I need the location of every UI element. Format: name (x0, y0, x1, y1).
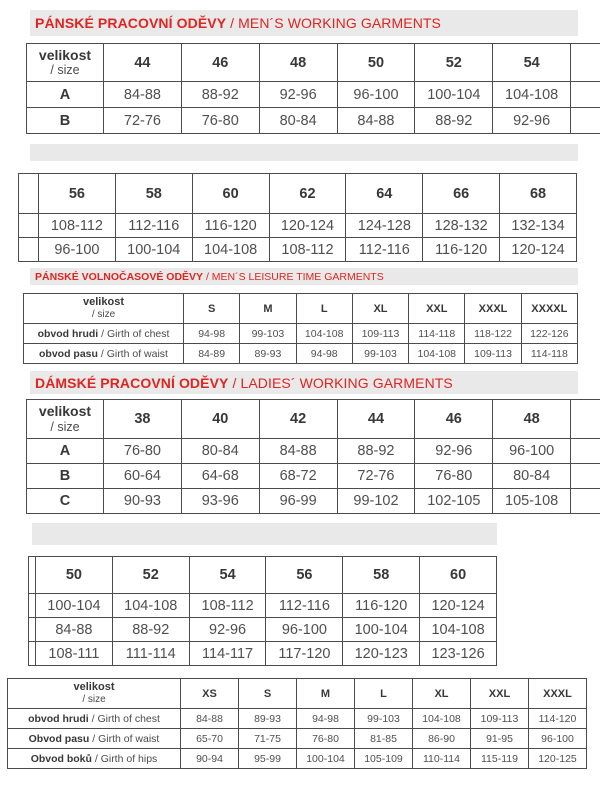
header-label-czech: velikost (38, 46, 92, 63)
header-row (8, 679, 587, 709)
size-column-header: S (239, 679, 297, 709)
table-row (27, 464, 600, 489)
size-range-cell: 76-80 (181, 108, 259, 134)
size-column-header: XL (413, 679, 471, 709)
size-column-header: 46 (181, 44, 259, 82)
size-range-cell: 100-104 (415, 82, 493, 108)
table-row (24, 344, 578, 364)
size-range-cell: 92-96 (415, 439, 493, 464)
size-range-cell: 109-113 (471, 709, 529, 729)
size-column-header: 50 (36, 557, 113, 594)
size-range-cell: 120-125 (529, 749, 587, 769)
size-column-header (571, 400, 600, 439)
size-range-cell: 114-118 (521, 344, 577, 364)
size-range-cell: 117-120 (266, 642, 343, 666)
size-range-cell: 72-76 (337, 464, 415, 489)
heading-separator: / (226, 15, 239, 31)
size-column-header: XS (181, 679, 239, 709)
row-label (29, 618, 36, 642)
size-column-header: 54 (493, 44, 571, 82)
size-range-cell: 128-132 (423, 214, 500, 238)
size-column-header: 56 (39, 174, 116, 214)
size-range-cell: 116-120 (423, 238, 500, 262)
header-row (24, 294, 578, 324)
size-range-cell: 100-104 (115, 238, 192, 262)
row-label-czech: obvod hrudi (28, 712, 89, 725)
table-row (27, 439, 600, 464)
size-range-cell: 80-84 (493, 464, 571, 489)
row-label-english: / Girth of chest (98, 327, 170, 340)
section-heading-mens-working (30, 10, 578, 36)
size-range-cell: 96-100 (39, 238, 116, 262)
size-range-cell: 95-99 (239, 749, 297, 769)
row-label (29, 642, 36, 666)
row-label: B (27, 464, 104, 489)
size-range-cell: 88-92 (337, 439, 415, 464)
size-column-header: 44 (337, 400, 415, 439)
size-range-cell (571, 82, 600, 108)
size-range-cell: 108-112 (39, 214, 116, 238)
size-range-cell: 116-120 (343, 594, 420, 618)
size-column-header: 64 (346, 174, 423, 214)
size-column-header: M (240, 294, 296, 324)
header-label-czech: velikost (73, 680, 115, 693)
header-row (27, 400, 600, 439)
heading-english-text: LADIES´ WORKING GARMENTS (240, 374, 453, 391)
size-range-cell: 94-98 (184, 324, 240, 344)
size-range-cell: 92-96 (493, 108, 571, 134)
size-range-cell: 104-108 (493, 82, 571, 108)
row-label (29, 594, 36, 618)
table-row (8, 709, 587, 729)
size-column-header (571, 44, 600, 82)
row-label: B (27, 108, 104, 134)
size-range-cell: 120-124 (269, 214, 346, 238)
size-range-cell: 81-85 (355, 729, 413, 749)
size-range-cell: 104-108 (192, 238, 269, 262)
size-range-cell: 99-103 (352, 344, 408, 364)
size-range-cell: 105-108 (493, 489, 571, 514)
size-range-cell: 96-100 (493, 439, 571, 464)
size-range-cell: 86-90 (413, 729, 471, 749)
size-range-cell: 124-128 (346, 214, 423, 238)
size-range-cell: 72-76 (104, 108, 182, 134)
size-label-header (27, 44, 104, 82)
size-range-cell: 80-84 (259, 108, 337, 134)
size-column-header: 52 (112, 557, 189, 594)
table-row (29, 618, 497, 642)
size-column-header: XXL (471, 679, 529, 709)
size-column-header: 56 (266, 557, 343, 594)
size-range-cell: 84-89 (184, 344, 240, 364)
size-column-header: 54 (189, 557, 266, 594)
header-label-english: / size (50, 63, 80, 78)
size-range-cell: 60-64 (104, 464, 182, 489)
size-range-cell (571, 489, 600, 514)
size-range-cell: 84-88 (181, 709, 239, 729)
size-range-cell: 89-93 (240, 344, 296, 364)
size-range-cell: 115-119 (471, 749, 529, 769)
size-label-header (27, 400, 104, 439)
size-range-cell: 122-126 (521, 324, 577, 344)
size-column-header: 38 (104, 400, 182, 439)
size-column-header: 40 (181, 400, 259, 439)
table-row (24, 324, 578, 344)
header-label-english: / size (50, 419, 80, 434)
row-label (8, 749, 181, 769)
header-label-english: / size (82, 694, 106, 706)
size-range-cell: 80-84 (181, 439, 259, 464)
size-label-header (19, 174, 39, 214)
size-column-header: 50 (337, 44, 415, 82)
size-range-cell: 120-124 (500, 238, 577, 262)
ladies-working-sizes-table-2 (28, 556, 497, 666)
size-range-cell: 84-88 (259, 439, 337, 464)
size-column-header: 58 (115, 174, 192, 214)
size-column-header: 48 (493, 400, 571, 439)
size-range-cell: 104-108 (420, 618, 497, 642)
size-range-cell: 99-103 (355, 709, 413, 729)
row-label-czech: Obvod boků (30, 752, 92, 765)
size-range-cell: 92-96 (259, 82, 337, 108)
row-label: A (27, 439, 104, 464)
size-range-cell: 108-112 (189, 594, 266, 618)
size-column-header: 68 (500, 174, 577, 214)
size-column-header: 52 (415, 44, 493, 82)
size-range-cell: 111-114 (112, 642, 189, 666)
ladies-leisure-sizes-table (7, 678, 587, 769)
mens-leisure-sizes-table (23, 293, 578, 364)
size-column-header: XXXL (465, 294, 521, 324)
heading-separator: / (228, 374, 241, 391)
size-column-header: S (184, 294, 240, 324)
mens-working-sizes-table-1 (26, 43, 600, 134)
table-row (27, 108, 600, 134)
size-range-cell: 94-98 (297, 709, 355, 729)
size-range-cell: 102-105 (415, 489, 493, 514)
size-range-cell (571, 439, 600, 464)
size-range-cell: 104-108 (112, 594, 189, 618)
header-label-czech: velikost (83, 295, 124, 308)
size-label-header (29, 557, 36, 594)
size-range-cell: 84-88 (36, 618, 113, 642)
size-range-cell: 71-75 (239, 729, 297, 749)
heading-english-text: MEN´S WORKING GARMENTS (238, 15, 441, 31)
size-range-cell: 104-108 (296, 324, 352, 344)
size-range-cell: 94-98 (296, 344, 352, 364)
size-range-cell: 123-126 (420, 642, 497, 666)
heading-separator: / (203, 270, 212, 283)
table-row (29, 594, 497, 618)
size-range-cell: 120-123 (343, 642, 420, 666)
size-range-cell: 93-96 (181, 489, 259, 514)
section-heading-mens-leisure (30, 268, 578, 285)
header-label-english: / size (91, 309, 116, 321)
size-range-cell: 89-93 (239, 709, 297, 729)
row-label (24, 344, 184, 364)
size-range-cell: 100-104 (297, 749, 355, 769)
spacer-band (32, 523, 497, 545)
table-row (19, 214, 577, 238)
size-range-cell: 104-108 (409, 344, 465, 364)
row-label-english: / Girth of waist (97, 347, 168, 360)
size-range-cell: 114-118 (409, 324, 465, 344)
size-column-header: 62 (269, 174, 346, 214)
size-column-header: 44 (104, 44, 182, 82)
row-label-english: / Girth of hips (91, 752, 158, 765)
size-range-cell: 76-80 (297, 729, 355, 749)
size-label-header (8, 679, 181, 709)
size-range-cell: 65-70 (181, 729, 239, 749)
size-range-cell (571, 108, 600, 134)
size-range-cell: 96-100 (266, 618, 343, 642)
size-column-header: XXXL (529, 679, 587, 709)
size-range-cell: 68-72 (259, 464, 337, 489)
size-column-header: 46 (415, 400, 493, 439)
size-range-cell: 132-134 (500, 214, 577, 238)
row-label: C (27, 489, 104, 514)
size-range-cell: 96-99 (259, 489, 337, 514)
size-range-cell: 120-124 (420, 594, 497, 618)
size-column-header: XL (352, 294, 408, 324)
size-range-cell: 96-100 (337, 82, 415, 108)
table-row (8, 729, 587, 749)
size-label-header (24, 294, 184, 324)
heading-english-text: MEN´S LEISURE TIME GARMENTS (211, 270, 384, 283)
row-label (19, 238, 39, 262)
size-range-cell: 114-117 (189, 642, 266, 666)
heading-czech-text: PÁNSKÉ VOLNOČASOVÉ ODĚVY (35, 270, 204, 283)
table-row (19, 238, 577, 262)
mens-working-sizes-table-2 (18, 173, 577, 262)
size-range-cell: 88-92 (181, 82, 259, 108)
size-column-header: M (297, 679, 355, 709)
header-row (19, 174, 577, 214)
size-column-header: L (355, 679, 413, 709)
size-range-cell (571, 464, 600, 489)
size-range-cell: 91-95 (471, 729, 529, 749)
size-column-header: 60 (420, 557, 497, 594)
size-range-cell: 104-108 (413, 709, 471, 729)
size-range-cell: 76-80 (104, 439, 182, 464)
size-column-header: XXXXL (521, 294, 577, 324)
size-range-cell: 100-104 (343, 618, 420, 642)
size-range-cell: 112-116 (266, 594, 343, 618)
size-range-cell: 100-104 (36, 594, 113, 618)
section-heading-ladies-working (30, 371, 578, 394)
size-range-cell: 112-116 (346, 238, 423, 262)
size-range-cell: 88-92 (112, 618, 189, 642)
size-range-cell: 64-68 (181, 464, 259, 489)
spacer-band (30, 144, 578, 161)
ladies-working-sizes-table-1 (26, 399, 600, 514)
size-column-header: L (296, 294, 352, 324)
size-range-cell: 108-111 (36, 642, 113, 666)
size-range-cell: 109-113 (465, 344, 521, 364)
size-range-cell: 109-113 (352, 324, 408, 344)
row-label-czech: Obvod pasu (28, 732, 90, 745)
size-range-cell: 90-93 (104, 489, 182, 514)
size-column-header: 66 (423, 174, 500, 214)
size-range-cell: 112-116 (115, 214, 192, 238)
size-column-header: 48 (259, 44, 337, 82)
row-label-english: / Girth of waist (89, 732, 160, 745)
heading-czech-text: DÁMSKÉ PRACOVNÍ ODĚVY (35, 374, 229, 391)
row-label (24, 324, 184, 344)
size-column-header: XXL (409, 294, 465, 324)
size-range-cell: 92-96 (189, 618, 266, 642)
size-range-cell: 88-92 (415, 108, 493, 134)
size-range-cell: 114-120 (529, 709, 587, 729)
size-column-header: 42 (259, 400, 337, 439)
size-range-cell: 116-120 (192, 214, 269, 238)
table-row (8, 749, 587, 769)
size-column-header: 58 (343, 557, 420, 594)
row-label (19, 214, 39, 238)
table-row (29, 642, 497, 666)
header-row (27, 44, 600, 82)
size-range-cell: 76-80 (415, 464, 493, 489)
size-range-cell: 84-88 (337, 108, 415, 134)
size-column-header: 60 (192, 174, 269, 214)
size-range-cell: 118-122 (465, 324, 521, 344)
header-label-czech: velikost (38, 403, 92, 420)
table-row (27, 489, 600, 514)
size-range-cell: 105-109 (355, 749, 413, 769)
row-label-czech: obvod pasu (39, 347, 98, 360)
header-row (29, 557, 497, 594)
table-row (27, 82, 600, 108)
row-label: A (27, 82, 104, 108)
row-label (8, 729, 181, 749)
size-range-cell: 90-94 (181, 749, 239, 769)
size-range-cell: 99-103 (240, 324, 296, 344)
size-range-cell: 108-112 (269, 238, 346, 262)
row-label-czech: obvod hrudi (37, 327, 99, 340)
size-range-cell: 96-100 (529, 729, 587, 749)
size-range-cell: 84-88 (104, 82, 182, 108)
row-label (8, 709, 181, 729)
size-range-cell: 110-114 (413, 749, 471, 769)
heading-czech-text: PÁNSKÉ PRACOVNÍ ODĚVY (35, 15, 227, 31)
row-label-english: / Girth of chest (88, 712, 160, 725)
size-range-cell: 99-102 (337, 489, 415, 514)
